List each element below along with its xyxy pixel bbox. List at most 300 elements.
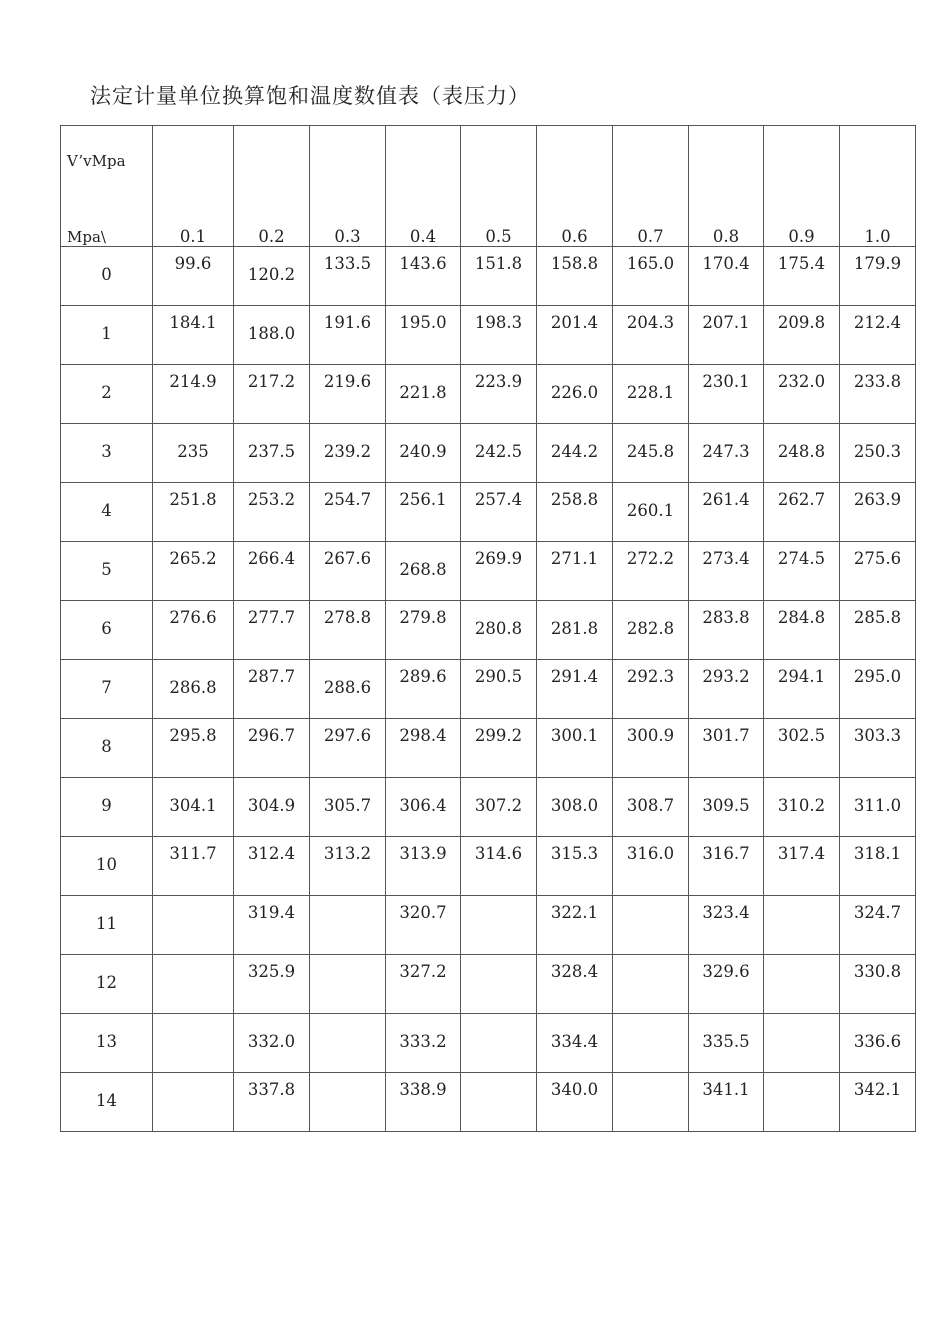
temperature-value: 188.0: [247, 324, 296, 343]
value-cell: [840, 424, 916, 483]
temperature-value: [764, 955, 839, 964]
temperature-value: 260.1: [626, 501, 675, 520]
column-header: 0.8: [689, 126, 764, 247]
value-cell: [153, 601, 234, 660]
value-cell: [840, 483, 916, 542]
value-cell: [840, 1073, 916, 1132]
value-cell: [537, 365, 613, 424]
row-label-cell: [61, 542, 153, 601]
row-label-cell: [61, 1073, 153, 1132]
value-cell: [613, 719, 689, 778]
row-label: 13: [96, 1032, 117, 1051]
temperature-value: 285.8: [853, 608, 902, 627]
row-label: 4: [101, 501, 112, 520]
temperature-value: 204.3: [626, 313, 675, 332]
value-cell: [764, 247, 840, 306]
value-cell: [613, 483, 689, 542]
temperature-value: 250.3: [853, 442, 902, 461]
value-cell: [613, 365, 689, 424]
value-cell: [764, 601, 840, 660]
value-cell: [764, 660, 840, 719]
temperature-value: 143.6: [399, 254, 447, 273]
value-cell: [386, 1014, 461, 1073]
value-cell: [386, 601, 461, 660]
value-cell: [386, 424, 461, 483]
value-cell: [689, 1073, 764, 1132]
temperature-value: 298.4: [399, 726, 447, 745]
temperature-value: [613, 955, 688, 964]
temperature-value: 311.7: [169, 844, 217, 863]
saturation-temperature-table: [60, 125, 916, 1132]
value-cell: [764, 542, 840, 601]
value-cell: [386, 483, 461, 542]
value-cell: [537, 306, 613, 365]
value-cell: [153, 719, 234, 778]
temperature-value: 323.4: [702, 903, 750, 922]
temperature-value: [764, 1014, 839, 1034]
temperature-value: 256.1: [399, 490, 447, 509]
value-cell: [689, 660, 764, 719]
temperature-value: 296.7: [247, 726, 296, 745]
temperature-value: 244.2: [550, 442, 599, 461]
value-cell: [310, 1073, 386, 1132]
value-cell: [310, 896, 386, 955]
temperature-value: 310.2: [777, 796, 826, 815]
temperature-value: 280.8: [474, 619, 523, 638]
row-label-cell: [61, 837, 153, 896]
table-row: [61, 247, 916, 306]
value-cell: [537, 837, 613, 896]
temperature-value: 294.1: [777, 667, 826, 686]
temperature-value: 315.3: [550, 844, 599, 863]
temperature-value: 291.4: [550, 667, 599, 686]
temperature-value: 337.8: [247, 1080, 296, 1099]
temperature-value: 305.7: [323, 796, 372, 815]
value-cell: [461, 660, 537, 719]
temperature-value: 307.2: [474, 796, 523, 815]
temperature-value: [613, 896, 688, 905]
row-label: 2: [101, 383, 112, 402]
value-cell: [613, 955, 689, 1014]
value-cell: [461, 601, 537, 660]
temperature-value: 254.7: [323, 490, 372, 509]
value-cell: [613, 1014, 689, 1073]
table-row: [61, 542, 916, 601]
value-cell: [310, 365, 386, 424]
value-cell: [386, 247, 461, 306]
value-cell: [461, 424, 537, 483]
temperature-value: 336.6: [853, 1032, 902, 1051]
value-cell: [764, 955, 840, 1014]
temperature-value: 316.0: [626, 844, 675, 863]
temperature-value: [153, 955, 233, 964]
table-row: [61, 778, 916, 837]
temperature-value: 184.1: [169, 313, 217, 332]
temperature-value: 271.1: [550, 549, 599, 568]
temperature-value: 247.3: [702, 442, 750, 461]
temperature-value: 338.9: [399, 1080, 447, 1099]
value-cell: [153, 424, 234, 483]
temperature-value: 179.9: [853, 254, 902, 273]
temperature-value: 251.8: [169, 490, 217, 509]
temperature-value: 332.0: [247, 1032, 296, 1051]
row-label-cell: [61, 719, 153, 778]
value-cell: [153, 955, 234, 1014]
temperature-value: 292.3: [626, 667, 675, 686]
value-cell: [689, 424, 764, 483]
temperature-value: 269.9: [474, 549, 523, 568]
row-label: 8: [101, 737, 112, 756]
row-label-cell: [61, 483, 153, 542]
temperature-value: 230.1: [702, 372, 750, 391]
temperature-value: 342.1: [853, 1080, 902, 1099]
temperature-value: 320.7: [399, 903, 447, 922]
value-cell: [689, 719, 764, 778]
value-cell: [153, 483, 234, 542]
value-cell: [840, 542, 916, 601]
temperature-value: 297.6: [323, 726, 372, 745]
value-cell: [537, 955, 613, 1014]
corner-top-label: V’vMpa: [67, 152, 126, 170]
value-cell: [234, 601, 310, 660]
temperature-value: 300.1: [550, 726, 599, 745]
value-cell: [764, 306, 840, 365]
temperature-value: 267.6: [323, 549, 372, 568]
temperature-value: 242.5: [474, 442, 523, 461]
temperature-value: 313.9: [399, 844, 447, 863]
temperature-value: [461, 1073, 536, 1082]
temperature-value: 245.8: [626, 442, 675, 461]
value-cell: [153, 542, 234, 601]
row-label: 10: [96, 855, 117, 874]
table-row: [61, 837, 916, 896]
value-cell: [840, 896, 916, 955]
value-cell: [310, 247, 386, 306]
value-cell: [613, 306, 689, 365]
value-cell: [153, 660, 234, 719]
value-cell: [537, 483, 613, 542]
temperature-value: [310, 1014, 385, 1034]
value-cell: [689, 306, 764, 365]
value-cell: [234, 896, 310, 955]
value-cell: [613, 778, 689, 837]
value-cell: [310, 660, 386, 719]
temperature-value: 239.2: [323, 442, 372, 461]
temperature-value: 300.9: [626, 726, 675, 745]
temperature-value: 316.7: [702, 844, 750, 863]
temperature-value: 313.2: [323, 844, 372, 863]
value-cell: [153, 1014, 234, 1073]
temperature-value: 334.4: [550, 1032, 599, 1051]
temperature-value: 293.2: [702, 667, 750, 686]
temperature-value: 217.2: [247, 372, 296, 391]
value-cell: [234, 365, 310, 424]
value-cell: [234, 719, 310, 778]
value-cell: [310, 601, 386, 660]
value-cell: [234, 1073, 310, 1132]
temperature-value: 265.2: [169, 549, 217, 568]
value-cell: [234, 837, 310, 896]
temperature-value: 287.7: [247, 667, 296, 686]
temperature-value: 248.8: [777, 442, 826, 461]
temperature-value: 261.4: [702, 490, 750, 509]
value-cell: [234, 424, 310, 483]
column-header: 0.1: [153, 126, 234, 247]
row-label: 6: [101, 619, 112, 638]
row-label-cell: [61, 1014, 153, 1073]
temperature-value: 223.9: [474, 372, 523, 391]
table-row: [61, 601, 916, 660]
temperature-value: 335.5: [702, 1032, 750, 1051]
value-cell: [689, 483, 764, 542]
corner-cell: [61, 126, 153, 247]
table-row: [61, 896, 916, 955]
value-cell: [537, 1073, 613, 1132]
temperature-value: 341.1: [702, 1080, 750, 1099]
value-cell: [386, 1073, 461, 1132]
value-cell: [764, 483, 840, 542]
temperature-value: [461, 1014, 536, 1034]
value-cell: [234, 660, 310, 719]
row-label: 9: [101, 796, 112, 815]
table-row: [61, 660, 916, 719]
temperature-value: 233.8: [853, 372, 902, 391]
temperature-value: 226.0: [550, 383, 599, 402]
value-cell: [613, 424, 689, 483]
row-label-cell: [61, 955, 153, 1014]
temperature-value: 209.8: [777, 313, 826, 332]
row-label-cell: [61, 306, 153, 365]
temperature-value: 275.6: [853, 549, 902, 568]
table-row: [61, 306, 916, 365]
row-label-cell: [61, 601, 153, 660]
temperature-value: [310, 1073, 385, 1082]
temperature-value: 290.5: [474, 667, 523, 686]
temperature-value: 201.4: [550, 313, 599, 332]
temperature-value: 99.6: [174, 254, 212, 273]
temperature-value: 308.0: [550, 796, 599, 815]
temperature-value: 262.7: [777, 490, 826, 509]
value-cell: [840, 247, 916, 306]
value-cell: [386, 365, 461, 424]
temperature-value: 258.8: [550, 490, 599, 509]
value-cell: [234, 483, 310, 542]
value-cell: [461, 483, 537, 542]
temperature-value: 295.8: [169, 726, 217, 745]
temperature-value: 303.3: [853, 726, 902, 745]
value-cell: [613, 1073, 689, 1132]
temperature-value: 322.1: [550, 903, 599, 922]
value-cell: [689, 955, 764, 1014]
temperature-value: 235: [177, 442, 209, 461]
value-cell: [153, 837, 234, 896]
temperature-value: 302.5: [777, 726, 826, 745]
value-cell: [153, 365, 234, 424]
value-cell: [840, 306, 916, 365]
temperature-value: 304.9: [247, 796, 296, 815]
column-header: 0.6: [537, 126, 613, 247]
value-cell: [537, 1014, 613, 1073]
temperature-value: 232.0: [777, 372, 826, 391]
value-cell: [234, 778, 310, 837]
column-header: 0.3: [310, 126, 386, 247]
row-label: 0: [101, 265, 112, 284]
value-cell: [386, 955, 461, 1014]
temperature-value: 325.9: [247, 962, 296, 981]
value-cell: [310, 1014, 386, 1073]
row-label: 11: [96, 914, 117, 933]
temperature-value: [461, 896, 536, 905]
value-cell: [840, 719, 916, 778]
corner-bottom-label: Mpa\: [67, 228, 106, 246]
value-cell: [689, 601, 764, 660]
row-label-cell: [61, 778, 153, 837]
value-cell: [461, 365, 537, 424]
temperature-value: 219.6: [323, 372, 372, 391]
column-header: 1.0: [840, 126, 916, 247]
temperature-value: 278.8: [323, 608, 372, 627]
temperature-value: 273.4: [702, 549, 750, 568]
value-cell: [764, 837, 840, 896]
value-cell: [386, 837, 461, 896]
temperature-value: 333.2: [399, 1032, 447, 1051]
table-row: [61, 365, 916, 424]
temperature-value: 133.5: [323, 254, 372, 273]
temperature-value: 268.8: [399, 560, 447, 579]
value-cell: [537, 660, 613, 719]
temperature-value: [764, 1073, 839, 1082]
value-cell: [689, 1014, 764, 1073]
value-cell: [689, 365, 764, 424]
value-cell: [310, 424, 386, 483]
temperature-value: 329.6: [702, 962, 750, 981]
temperature-value: 228.1: [626, 383, 675, 402]
column-header: 0.7: [613, 126, 689, 247]
value-cell: [764, 778, 840, 837]
value-cell: [689, 247, 764, 306]
value-cell: [689, 896, 764, 955]
temperature-value: [153, 1073, 233, 1082]
value-cell: [840, 955, 916, 1014]
value-cell: [689, 837, 764, 896]
temperature-value: 281.8: [550, 619, 599, 638]
row-label-cell: [61, 424, 153, 483]
value-cell: [310, 483, 386, 542]
value-cell: [840, 660, 916, 719]
value-cell: [764, 1073, 840, 1132]
temperature-value: [310, 896, 385, 905]
value-cell: [840, 601, 916, 660]
temperature-value: [764, 896, 839, 905]
temperature-value: 221.8: [399, 383, 447, 402]
value-cell: [386, 896, 461, 955]
temperature-value: 288.6: [323, 678, 372, 697]
temperature-value: 340.0: [550, 1080, 599, 1099]
value-cell: [310, 778, 386, 837]
temperature-value: 266.4: [247, 549, 296, 568]
value-cell: [310, 306, 386, 365]
value-cell: [840, 1014, 916, 1073]
table-row: [61, 955, 916, 1014]
value-cell: [234, 247, 310, 306]
value-cell: [840, 837, 916, 896]
row-label: 1: [101, 324, 112, 343]
header-row: [61, 126, 916, 247]
row-label-cell: [61, 660, 153, 719]
value-cell: [310, 719, 386, 778]
value-cell: [764, 719, 840, 778]
temperature-value: 195.0: [399, 313, 447, 332]
value-cell: [153, 778, 234, 837]
value-cell: [461, 1073, 537, 1132]
temperature-value: 286.8: [169, 678, 217, 697]
value-cell: [613, 601, 689, 660]
temperature-value: 301.7: [702, 726, 750, 745]
temperature-value: 175.4: [777, 254, 826, 273]
table-row: [61, 1073, 916, 1132]
temperature-value: 191.6: [323, 313, 372, 332]
value-cell: [234, 542, 310, 601]
table-row: [61, 1014, 916, 1073]
value-cell: [461, 719, 537, 778]
temperature-value: 279.8: [399, 608, 447, 627]
value-cell: [537, 719, 613, 778]
value-cell: [537, 778, 613, 837]
temperature-value: 283.8: [702, 608, 750, 627]
value-cell: [689, 542, 764, 601]
value-cell: [764, 1014, 840, 1073]
temperature-value: 299.2: [474, 726, 523, 745]
temperature-value: [461, 955, 536, 964]
row-label: 5: [101, 560, 112, 579]
temperature-value: 240.9: [399, 442, 447, 461]
value-cell: [386, 719, 461, 778]
row-label: 3: [101, 442, 112, 461]
value-cell: [310, 837, 386, 896]
column-header: 0.2: [234, 126, 310, 247]
temperature-value: [613, 1073, 688, 1082]
value-cell: [613, 247, 689, 306]
column-header: 0.9: [764, 126, 840, 247]
value-cell: [537, 896, 613, 955]
temperature-value: 330.8: [853, 962, 902, 981]
temperature-value: 304.1: [169, 796, 217, 815]
temperature-value: 289.6: [399, 667, 447, 686]
value-cell: [461, 896, 537, 955]
value-cell: [386, 778, 461, 837]
temperature-value: [613, 1014, 688, 1034]
temperature-value: 314.6: [474, 844, 523, 863]
value-cell: [764, 424, 840, 483]
value-cell: [613, 896, 689, 955]
temperature-value: 165.0: [626, 254, 675, 273]
temperature-value: 263.9: [853, 490, 902, 509]
temperature-value: 272.2: [626, 549, 675, 568]
value-cell: [310, 955, 386, 1014]
table-row: [61, 483, 916, 542]
temperature-value: 151.8: [474, 254, 523, 273]
temperature-value: 311.0: [853, 796, 902, 815]
row-label-cell: [61, 896, 153, 955]
value-cell: [461, 837, 537, 896]
temperature-value: 295.0: [853, 667, 902, 686]
temperature-value: 319.4: [247, 903, 296, 922]
temperature-value: 253.2: [247, 490, 296, 509]
value-cell: [840, 778, 916, 837]
temperature-value: 170.4: [702, 254, 750, 273]
value-cell: [153, 1073, 234, 1132]
value-cell: [613, 660, 689, 719]
